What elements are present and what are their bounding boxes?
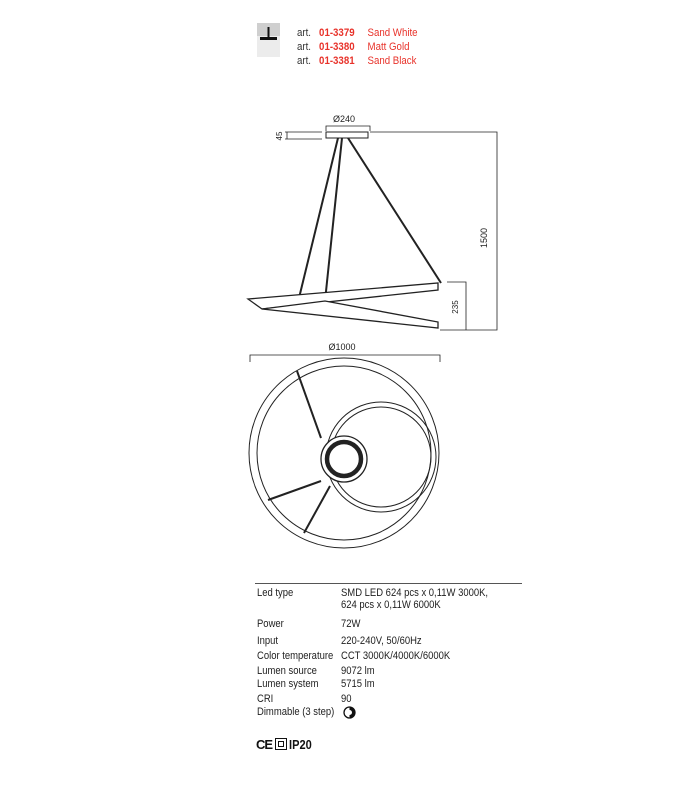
spec-value: 5715 lm (341, 678, 375, 690)
cable (299, 138, 338, 298)
spec-row (257, 651, 527, 666)
spec-label: Lumen source (257, 665, 317, 677)
double-insulation-icon (275, 738, 287, 750)
spec-table (257, 588, 527, 723)
spec-label: Color temperature (257, 650, 334, 662)
article-prefix: art. (297, 41, 311, 53)
spec-divider (255, 583, 522, 584)
canopy-height-label: 45 (275, 131, 284, 141)
spec-label: CRI (257, 693, 274, 705)
total-height-label: 1500 (479, 227, 489, 249)
cable (325, 138, 342, 301)
dimmable-icon (343, 706, 356, 719)
spec-value: CCT 3000K/4000K/6000K (341, 650, 451, 662)
canopy (326, 132, 368, 138)
ip-rating: IP20 (289, 736, 312, 752)
ce-mark: CE (256, 736, 273, 752)
spec-label: Input (257, 635, 279, 647)
article-prefix: art. (297, 27, 311, 39)
spec-row (257, 619, 527, 636)
spec-row (257, 679, 527, 694)
spec-label: Dimmable (3 step) (257, 706, 335, 718)
diameter-label: Ø1000 (328, 342, 356, 352)
spec-label: Power (257, 618, 284, 630)
spec-value: 90 (341, 693, 352, 705)
spec-label: Led type (257, 587, 294, 599)
spec-value: 9072 lm (341, 665, 375, 677)
article-color-name: Sand Black (367, 55, 417, 67)
article-code: 01-3380 (319, 41, 355, 53)
article-code: 01-3381 (319, 55, 355, 67)
certification-marks (256, 736, 316, 752)
top-view (249, 342, 440, 548)
spec-label: Lumen system (257, 678, 319, 690)
canopy-diameter-label: Ø240 (332, 114, 356, 124)
article-code: 01-3379 (319, 27, 355, 39)
spec-value: SMD LED 624 pcs x 0,11W 3000K, 624 pcs x 0,11W 6000K (341, 587, 489, 611)
article-prefix: art. (297, 55, 311, 67)
spec-row (257, 707, 527, 723)
spec-row (257, 636, 527, 651)
cable (348, 138, 441, 283)
spec-value: 220-240V, 50/60Hz (341, 635, 422, 647)
spec-row (257, 588, 527, 619)
spec-value: 72W (341, 618, 361, 630)
inner-ring-profile (262, 301, 438, 328)
article-color-name: Matt Gold (367, 41, 410, 53)
side-view (248, 114, 497, 330)
article-color-name: Sand White (367, 27, 418, 39)
body-height-label: 235 (451, 300, 460, 314)
